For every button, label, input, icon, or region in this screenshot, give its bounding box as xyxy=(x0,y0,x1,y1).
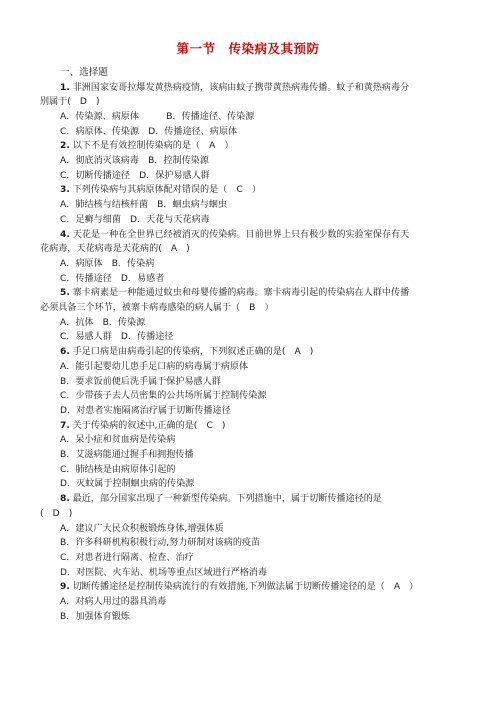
question-number: 8. xyxy=(60,494,70,505)
answer-options: A．彻底消灭该病毒 B．控制传染源 xyxy=(60,156,209,167)
question-text: 切断传播途径是控制传染病流行的有效措施,下列做法属于切断传播途径的是（ A ） xyxy=(69,582,419,593)
question-stem-continued: 必须具备三个环节，被寨卡病毒感染的病人属于（ B ） xyxy=(40,303,274,314)
question-number: 1. xyxy=(60,82,70,93)
answer-options: A．传染源、病原体 B．传播途径、传染源 xyxy=(60,111,255,122)
question-number: 3. xyxy=(60,185,70,196)
question-text: 天花是一种在全世界已经被消灭的传染病。目前世界上只有极少数的实验室保存有天 xyxy=(69,229,410,240)
answer-options: A．抗体 B．传染源 xyxy=(60,317,146,328)
question-stem xyxy=(60,81,464,96)
answer-options: A．能引起婴幼儿患手足口病的病毒属于病原体 xyxy=(60,361,249,372)
answer-options: C．少带孩子去人员密集的公共场所属于控制传染源 xyxy=(60,391,267,402)
question-stem xyxy=(60,345,464,360)
question-stem-continued: 别属于( D ) xyxy=(40,97,100,108)
answer-options: A．建议广大民众积极锻炼身体,增强体质 xyxy=(60,523,224,534)
section-heading: 一、选择题 xyxy=(60,67,108,78)
answer-options: A．肺结核与结核杆菌 B．蛔虫病与蛔虫 xyxy=(60,200,228,211)
question-text: 以下不是有效控制传染病的是（ A ） xyxy=(69,141,234,152)
question-stem xyxy=(60,580,464,595)
answer-options: B．要求饭前便后洗手属于保护易感人群 xyxy=(60,376,221,387)
question-stem xyxy=(60,419,464,434)
question-number: 6. xyxy=(60,347,70,358)
question-text: 非洲国家安哥拉爆发黄热病疫情，该病由蚊子携带黄热病毒传播。蚊子和黄热病毒分 xyxy=(69,82,410,93)
answer-options: A．对病人用过的器具消毒 xyxy=(60,597,167,608)
answer-options: D．对医院、火车站、机场等重点区域进行严格消毒 xyxy=(60,567,268,578)
answer-options: C．对患者进行隔离、检查、治疗 xyxy=(60,553,194,563)
answer-options: C．足癣与细菌 D．天花与天花病毒 xyxy=(60,214,210,225)
answer-options: C．肺结核是由病原体引起的 xyxy=(60,464,176,475)
question-stem xyxy=(60,286,464,301)
question-text: 最近，部分国家出现了一种新型传染病。下列措施中，属于切断传播途径的是 xyxy=(69,494,382,505)
question-stem-continued: ( D ) xyxy=(40,508,73,519)
question-list xyxy=(40,66,464,625)
answer-options: D．灭蚊属于控制蛔虫病的传染源 xyxy=(60,479,195,490)
question-stem-continued: 花病毒，天花病毒是天花病的( A ) xyxy=(40,244,190,255)
answer-options: C．易感人群 D．传播途径 xyxy=(60,332,174,343)
answer-options: C．切断传播途径 D．保护易感人群 xyxy=(60,170,210,181)
answer-options: B．加强体育锻炼 xyxy=(60,611,130,622)
answer-options: A．病原体 B．传染病 xyxy=(60,258,155,269)
question-text: 下列传染病与其病原体配对错误的是（ C ） xyxy=(69,185,261,196)
answer-options: B．许多科研机构积极行动,努力研制对该病的疫苗 xyxy=(60,538,261,549)
page-title: 第一节 传染病及其预防 xyxy=(176,41,320,56)
question-text: 手足口病是由病毒引起的传染病，下列叙述正确的是( A ) xyxy=(69,347,314,358)
question-text: 关于传染病的叙述中,正确的是( C ) xyxy=(69,420,226,431)
question-number: 2. xyxy=(60,141,70,152)
question-number: 7. xyxy=(60,420,70,431)
answer-options: C．传播途径 D．易感者 xyxy=(60,273,165,284)
question-text: 寨卡病素是一种能通过蚊虫和母婴传播的病毒。寨卡病毒引起的传染病在人群中传播 xyxy=(69,288,410,299)
answer-options: A．呆小症和贫血病是传染病 xyxy=(60,435,176,446)
question-stem xyxy=(60,183,464,198)
question-number: 9. xyxy=(60,582,70,593)
question-stem xyxy=(60,139,464,154)
answer-options: C．病原体、传染源 D．传播途径、病原体 xyxy=(60,126,238,137)
answer-options: D．对患者实施隔离治疗属于切断传播途径 xyxy=(60,405,231,416)
question-number: 5. xyxy=(60,288,70,299)
question-stem xyxy=(60,492,464,507)
question-number: 4. xyxy=(60,229,70,240)
answer-options: B．艾滋病能通过握手和拥抱传播 xyxy=(60,450,194,461)
question-stem xyxy=(60,228,464,243)
